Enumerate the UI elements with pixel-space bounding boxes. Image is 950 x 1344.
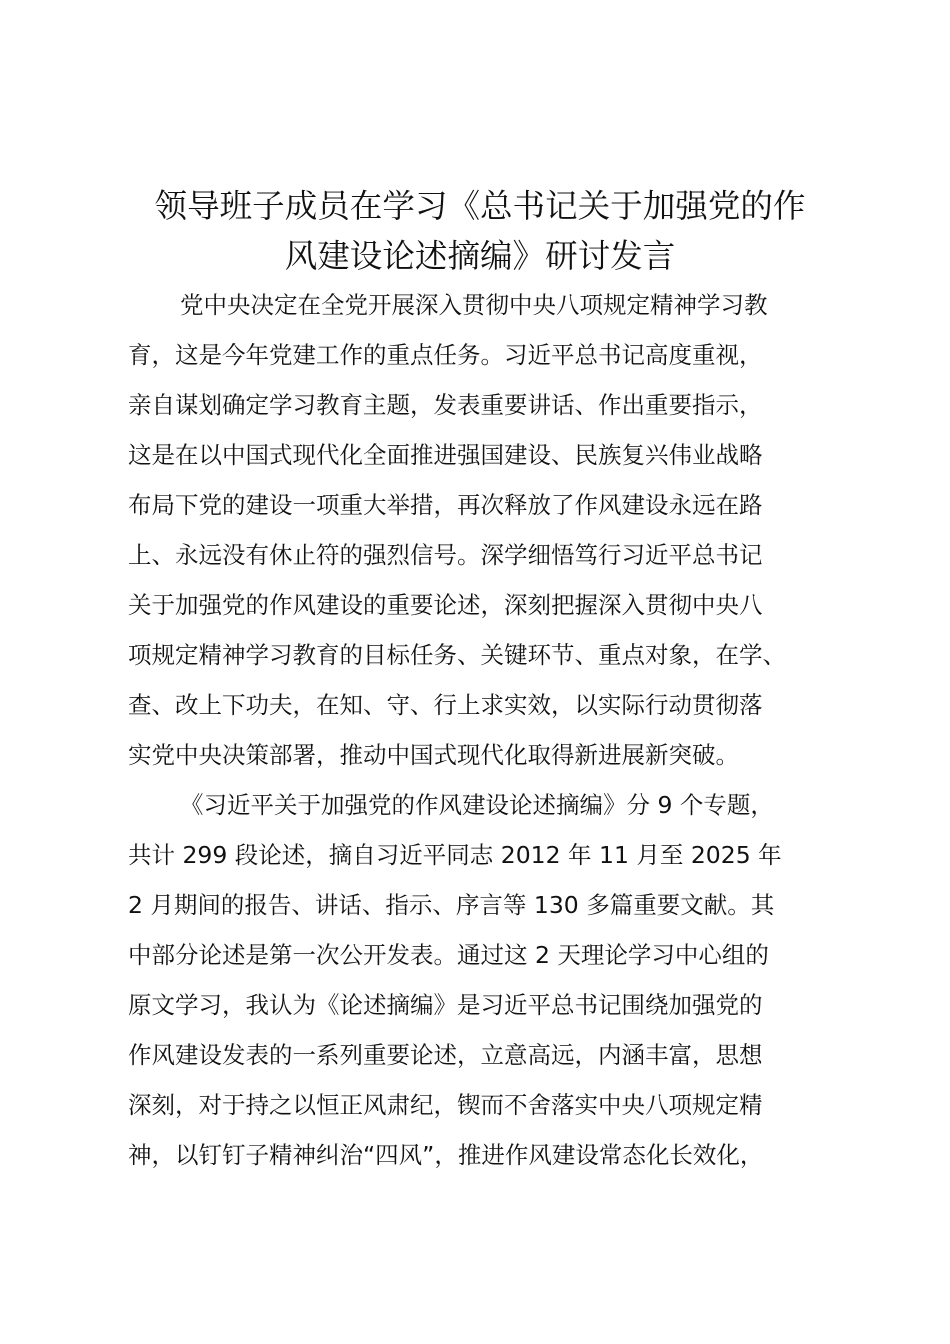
paragraph-2-line-3: 2 月期间的报告、讲话、指示、序言等 130 多篇重要文献。其 xyxy=(128,891,775,919)
paragraph-2-line-1: 《习近平关于加强党的作风建设论述摘编》分 9 个专题， xyxy=(180,791,774,819)
paragraph-1-line-5: 布局下党的建设一项重大举措，再次释放了作风建设永远在路 xyxy=(128,491,763,519)
paragraph-1-line-4: 这是在以中国式现代化全面推进强国建设、民族复兴伟业战略 xyxy=(128,441,763,469)
paragraph-1-line-2: 育，这是今年党建工作的重点任务。习近平总书记高度重视， xyxy=(128,341,763,369)
paragraph-2-line-6: 作风建设发表的一系列重要论述，立意高远，内涵丰富，思想 xyxy=(128,1041,763,1069)
paragraph-2-line-8: 神，以钉钉子精神纠治“四风”，推进作风建设常态化长效化， xyxy=(128,1141,764,1169)
paragraph-2-line-4: 中部分论述是第一次公开发表。通过这 2 天理论学习中心组的 xyxy=(128,941,769,969)
paragraph-1-line-6: 上、永远没有休止符的强烈信号。深学细悟笃行习近平总书记 xyxy=(128,541,763,569)
paragraph-1-line-3: 亲自谋划确定学习教育主题，发表重要讲话、作出重要指示， xyxy=(128,391,763,419)
paragraph-1-line-8: 项规定精神学习教育的目标任务、关键环节、重点对象，在学、 xyxy=(128,641,786,669)
paragraph-1-line-1: 党中央决定在全党开展深入贯彻中央八项规定精神学习教 xyxy=(180,291,768,319)
paragraph-1-line-7: 关于加强党的作风建设的重要论述，深刻把握深入贯彻中央八 xyxy=(128,591,763,619)
paragraph-2-line-2: 共计 299 段论述，摘自习近平同志 2012 年 11 月至 2025 年 xyxy=(128,841,782,869)
document-title-line-2: 风建设论述摘编》研讨发言 xyxy=(284,237,676,275)
document-title-line-1: 领导班子成员在学习《总书记关于加强党的作 xyxy=(154,187,806,225)
paragraph-1-line-10: 实党中央决策部署，推动中国式现代化取得新进展新突破。 xyxy=(128,741,739,769)
paragraph-2-line-5: 原文学习，我认为《论述摘编》是习近平总书记围绕加强党的 xyxy=(128,991,763,1019)
paragraph-2-line-7: 深刻，对于持之以恒正风肃纪，锲而不舍落实中央八项规定精 xyxy=(128,1091,763,1119)
paragraph-1-line-9: 查、改上下功夫，在知、守、行上求实效，以实际行动贯彻落 xyxy=(128,691,763,719)
